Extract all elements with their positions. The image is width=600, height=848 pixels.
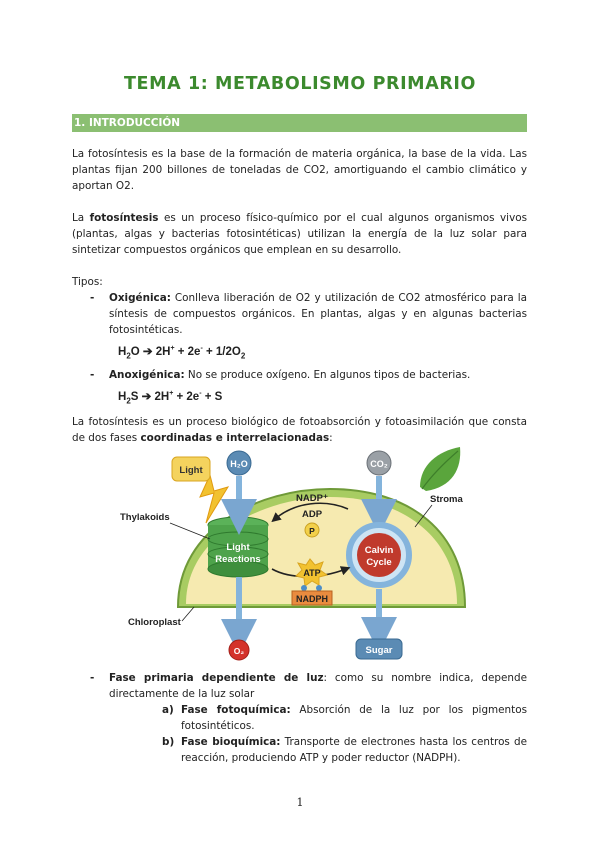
type-anoxigenica: - Anoxigénica: No se produce oxígeno. En algunos tipos de bacterias. — [90, 369, 471, 381]
chloroplast-label: Chloroplast — [128, 617, 181, 628]
subphase-name: Fase bioquímica: — [181, 736, 281, 748]
arrow-icon: ➔ — [141, 391, 152, 403]
page-number: 1 — [296, 796, 304, 809]
sugar-label: Sugar — [365, 645, 393, 656]
subphase-fotoquimica: a) Fase fotoquímica: Absorción de la luz por los pigmentos fotosintéticos. — [162, 704, 527, 732]
phase-name: Fase primaria dependiente de luz — [109, 672, 324, 684]
bullet-dash: - — [90, 672, 95, 684]
list-marker: a) — [162, 704, 174, 716]
thylakoids-label: Thylakoids — [120, 512, 170, 523]
types-label: Tipos: — [72, 276, 103, 288]
atp-label: ATP — [303, 568, 321, 578]
phases-emphasis: coordinadas e interrelacionadas — [140, 432, 330, 444]
subphase-bioquimica: b) Fase bioquímica: Transporte de electrones hasta los centros de reacción, produciendo ATP y poder reductor (NADPH). — [162, 736, 527, 764]
definition-term: fotosíntesis — [89, 212, 159, 224]
h2o-label: H₂O — [230, 459, 248, 469]
type-name: Anoxigénica: — [109, 369, 185, 381]
nadph-label: NADPH — [295, 594, 329, 604]
arrow-icon: ➔ — [142, 346, 153, 358]
light-reactions-label-2: Reactions — [215, 554, 261, 565]
calvin-label-2: Cycle — [366, 557, 392, 568]
page-title: TEMA 1: METABOLISMO PRIMARIO — [124, 74, 476, 94]
nadp-label: NADP⁺ — [296, 493, 328, 504]
phases-paragraph: La fotosíntesis es un proceso biológico de fotoabsorción y fotoasimilación que consta de dos fases coordinadas e interrelacionadas: — [72, 416, 527, 444]
phase-primary: - Fase primaria dependiente de luz: como su nombre indica, depende directamente de la luz solar — [90, 672, 527, 700]
stroma-label: Stroma — [430, 494, 463, 505]
photosynthesis-diagram — [120, 447, 480, 662]
p-label: P — [309, 526, 315, 536]
equation-oxigenica: $H_2O$ ➔ $2H^+ + 2e^- + 1/2O_2$ — [118, 345, 246, 361]
equation-anoxigenica: $H_2S$ ➔ 2H+ + 2e- + S — [118, 390, 223, 406]
lightning-icon — [200, 475, 228, 523]
subphase-name: Fase fotoquímica: — [181, 704, 291, 716]
type-name: Oxigénica: — [109, 292, 171, 304]
type-oxigenica: - Oxigénica: Conlleva liberación de O2 y utilización de CO2 atmosférico para la síntesis de compuestos orgánicos. En plantas, algas y en algunas bacterias fotosintéticas. — [90, 292, 527, 336]
list-marker: b) — [162, 736, 175, 748]
intro-paragraph: La fotosíntesis es la base de la formación de materia orgánica, la base de la vida. Las plantas fijan 200 billones de toneladas de CO2, amortiguando el cambio climático y aportan O2. — [72, 148, 527, 192]
bullet-dash: - — [90, 292, 95, 304]
light-reactions-label: Light — [226, 542, 250, 553]
o2-label: O₂ — [233, 646, 245, 656]
calvin-label: Calvin — [364, 545, 394, 556]
bullet-dash: - — [90, 369, 95, 381]
definition-paragraph: La fotosíntesis es un proceso físico-químico por el cual algunos organismos vivos (plantas, algas y bacterias fotosintéticas) utilizan la energía de la luz solar para sintetizar compuestos orgánicos que emplean en su desarrollo. — [72, 212, 527, 256]
adp-label: ADP — [301, 509, 323, 520]
light-label: Light — [179, 465, 203, 476]
section-heading: 1. INTRODUCCIÓN — [72, 114, 527, 132]
co2-label: CO₂ — [370, 459, 388, 469]
